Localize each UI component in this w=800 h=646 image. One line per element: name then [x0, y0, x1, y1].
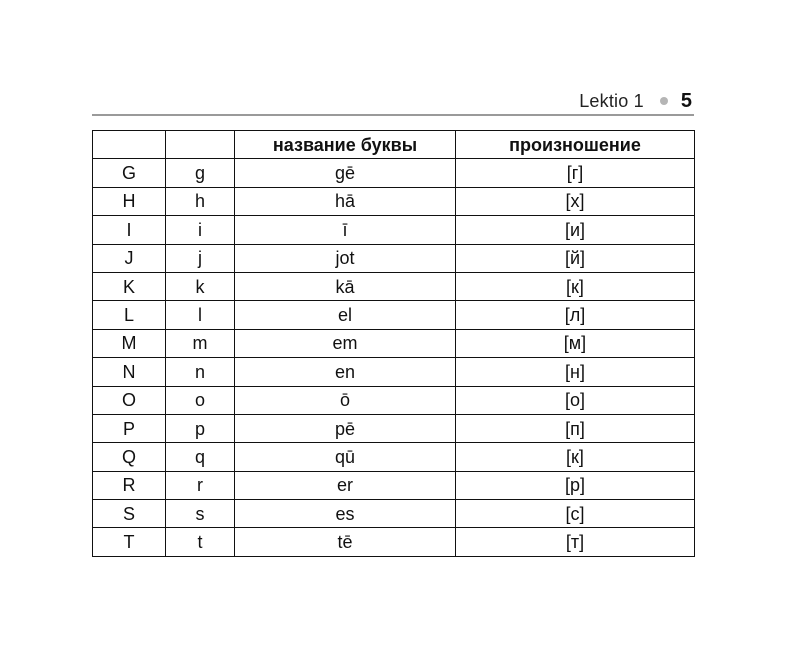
cell-uppercase: S [93, 500, 166, 528]
table-row [93, 414, 695, 442]
cell-letter-name: hā [235, 187, 456, 215]
cell-letter-name: en [235, 358, 456, 386]
table-row [93, 301, 695, 329]
cell-pronunciation: [н] [456, 358, 695, 386]
cell-lowercase: h [166, 187, 235, 215]
cell-uppercase: R [93, 471, 166, 499]
cell-uppercase: J [93, 244, 166, 272]
cell-lowercase: o [166, 386, 235, 414]
table-row [93, 500, 695, 528]
alphabet-table-body [93, 159, 695, 556]
cell-pronunciation: [к] [456, 443, 695, 471]
cell-lowercase: t [166, 528, 235, 556]
cell-letter-name: jot [235, 244, 456, 272]
bullet-separator-icon [660, 97, 668, 105]
cell-letter-name: kā [235, 272, 456, 300]
table-row [93, 159, 695, 187]
table-row [93, 443, 695, 471]
cell-letter-name: pē [235, 414, 456, 442]
cell-uppercase: G [93, 159, 166, 187]
lesson-label: Lektio 1 [579, 90, 644, 111]
cell-pronunciation: [й] [456, 244, 695, 272]
running-head [92, 88, 694, 116]
cell-letter-name: es [235, 500, 456, 528]
header-pronunciation: произношение [456, 131, 695, 159]
cell-lowercase: n [166, 358, 235, 386]
table-row [93, 358, 695, 386]
cell-pronunciation: [г] [456, 159, 695, 187]
cell-lowercase: r [166, 471, 235, 499]
cell-lowercase: j [166, 244, 235, 272]
cell-pronunciation: [о] [456, 386, 695, 414]
running-head-content [579, 88, 692, 114]
cell-uppercase: M [93, 329, 166, 357]
cell-pronunciation: [р] [456, 471, 695, 499]
cell-letter-name: tē [235, 528, 456, 556]
table-row [93, 216, 695, 244]
cell-lowercase: s [166, 500, 235, 528]
cell-uppercase: I [93, 216, 166, 244]
cell-pronunciation: [м] [456, 329, 695, 357]
cell-uppercase: Q [93, 443, 166, 471]
table-row [93, 386, 695, 414]
cell-lowercase: m [166, 329, 235, 357]
cell-letter-name: gē [235, 159, 456, 187]
page-number: 5 [680, 89, 692, 112]
header-letter-name: название буквы [235, 131, 456, 159]
header-uppercase [93, 131, 166, 159]
table-row [93, 187, 695, 215]
cell-uppercase: T [93, 528, 166, 556]
cell-lowercase: g [166, 159, 235, 187]
cell-uppercase: H [93, 187, 166, 215]
cell-lowercase: i [166, 216, 235, 244]
cell-lowercase: p [166, 414, 235, 442]
cell-pronunciation: [с] [456, 500, 695, 528]
cell-letter-name: em [235, 329, 456, 357]
cell-lowercase: l [166, 301, 235, 329]
cell-letter-name: el [235, 301, 456, 329]
cell-pronunciation: [л] [456, 301, 695, 329]
cell-lowercase: q [166, 443, 235, 471]
cell-pronunciation: [и] [456, 216, 695, 244]
cell-pronunciation: [т] [456, 528, 695, 556]
cell-lowercase: k [166, 272, 235, 300]
cell-uppercase: L [93, 301, 166, 329]
cell-letter-name: qū [235, 443, 456, 471]
cell-letter-name: ō [235, 386, 456, 414]
cell-uppercase: N [93, 358, 166, 386]
header-rule [92, 114, 694, 116]
cell-pronunciation: [к] [456, 272, 695, 300]
alphabet-table [92, 130, 695, 557]
table-row [93, 272, 695, 300]
cell-pronunciation: [п] [456, 414, 695, 442]
table-row [93, 244, 695, 272]
cell-letter-name: ī [235, 216, 456, 244]
table-row [93, 329, 695, 357]
table-row [93, 471, 695, 499]
cell-letter-name: er [235, 471, 456, 499]
table-row [93, 528, 695, 556]
table-header-row [93, 131, 695, 159]
header-lowercase [166, 131, 235, 159]
cell-pronunciation: [х] [456, 187, 695, 215]
cell-uppercase: O [93, 386, 166, 414]
cell-uppercase: K [93, 272, 166, 300]
cell-uppercase: P [93, 414, 166, 442]
